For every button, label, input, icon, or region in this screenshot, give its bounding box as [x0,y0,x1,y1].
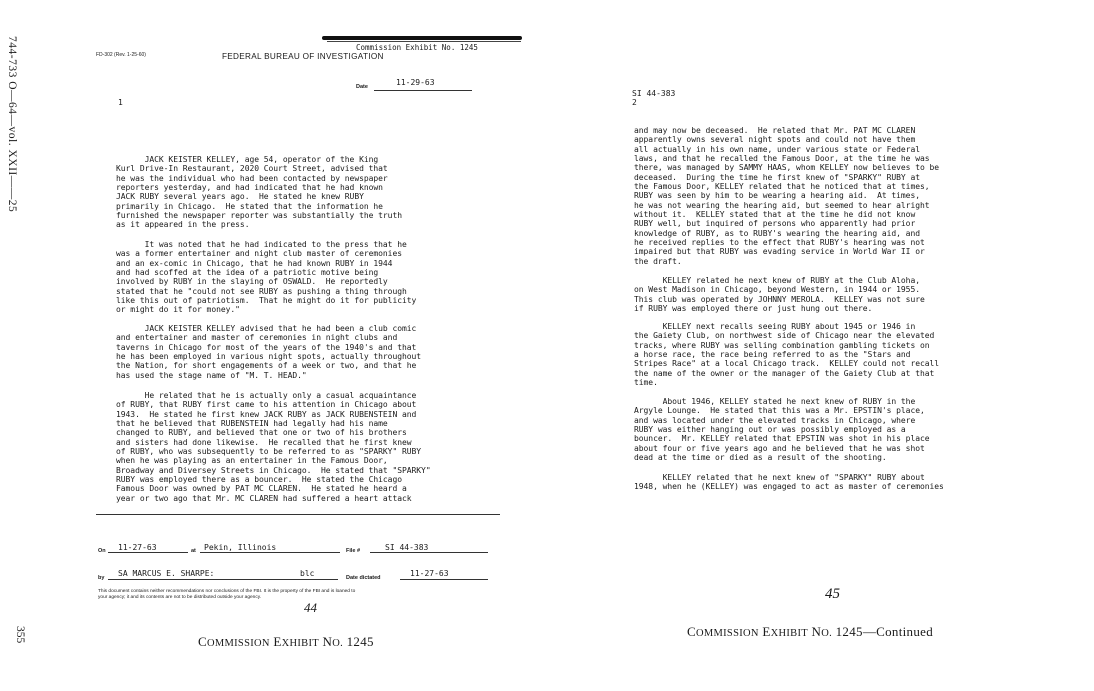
file-label: File # [346,548,361,554]
handwritten-page-number-left: 44 [304,600,317,615]
caption-right: COMMISSION EXHIBIT NO. 1245—Continued [687,624,933,639]
date-underline [374,90,472,91]
header-rule [327,41,521,42]
text-line: he was the individual who had been contacted by newspaper [116,173,388,183]
text-line: RUBY was employed there as a bouncer. He stated the Chicago [116,475,402,485]
fbi-disclaimer [98,589,355,600]
text-line: and was located under the elevated tracks in Chicago, where [634,415,916,425]
handwritten-page-number-right: 45 [825,586,840,602]
text-line: year or two ago that Mr. MC CLAREN had suffered a heart attack [116,493,412,503]
text-line: stated that he "could not see RUBY as pushing a thing through [116,286,407,296]
caption-left: COMMISSION EXHIBIT NO. 1245 [198,634,374,649]
dictated-label: Date dictated [346,575,381,581]
text-line: taverns in Chicago for most of the years of the 1940's and that [116,342,417,352]
text-line: there, was managed by SAMMY HAAS, whom KELLEY now believes to be [634,163,940,173]
date-value: 11-29-63 [396,78,435,87]
text-line: He related that he is actually only a casual acquaintance [116,391,417,400]
text-line: RUBY well, but inquired of persons who apparently had prior [634,219,916,229]
at-underline [200,552,340,553]
left-paragraph-1 [116,155,402,230]
text-line: he was not wearing the hearing aid, but seemed to hear alright [634,200,930,210]
page-number-text: 355 [14,626,26,644]
margin-page-number [14,626,43,644]
text-line: laws, and that he recalled the Famous Door, at the time he was [634,154,930,164]
text-line: without it. KELLEY stated that at the time he did not know [634,210,916,220]
text-line: Argyle Lounge. He stated that this was a Mr. EPSTIN's place, [634,406,925,416]
text-line: the draft. [634,256,682,266]
text-line: JACK RUBY several years ago. He stated he knew RUBY [116,192,364,202]
right-file-ref: SI 44-383 [632,89,676,98]
text-line: KELLEY next recalls seeing RUBY about 1945 or 1946 in [634,322,916,331]
text-line: Stripes Race" at a local Chicago track. KELLEY could not recall [634,359,940,369]
text-line: and sisters had done likewise. He recalled that he first knew [116,437,412,447]
text-line: About 1946, KELLEY stated he next knew of RUBY in the [634,397,916,406]
text-line: the Gaiety Club, on northwest side of Chicago near the elevated [634,331,935,341]
on-underline [108,552,188,553]
text-line: of RUBY, that RUBY first came to his attention in Chicago about [116,400,417,410]
text-line: Kurl Drive-In Restaurant, 2020 Court Street, advised that [116,164,388,174]
text-line: Famous Door was owned by PAT MC CLAREN. He stated he heard a [116,484,407,494]
text-line: apparently owns several night spots and could not have them [634,135,916,145]
text-line: as it appeared in the press. [116,220,250,230]
text-line: he has been employed in various night spots, actually throughout [116,352,422,362]
text-line: KELLEY related he next knew of RUBY at the Club Aloha, [634,276,920,285]
right-paragraph-5 [634,473,944,492]
text-line: about four or five years ago and he believed that he was shot [634,443,925,453]
text-line: primarily in Chicago. He stated that the information he [116,201,383,211]
text-line: time. [634,378,658,388]
right-paragraph-3 [634,322,939,387]
date-label: Date [356,84,368,90]
text-line: knowledge of RUBY, as to RUBY's wearing the hearing aid, and [634,228,920,238]
exhibit-header: Commission Exhibit No. 1245 [356,43,478,52]
left-paragraph-4 [116,391,431,503]
text-line: the Nation, for short engagements of a week or two, and that he [116,361,417,371]
text-line: dead at the time or died as a result of the shooting. [634,453,887,463]
text-line: Broadway and Diversey Streets in Chicago. He stated that "SPARKY" [116,465,431,475]
volume-line-text: 744-733 O—64—vol. XXII——25 [6,36,18,213]
text-line: when he was playing as an entertainer in the Famous Door, [116,456,388,466]
right-paragraph-1 [634,126,939,266]
text-line: a horse race, the race being referred to as the "Stars and [634,350,911,360]
by-underline [108,579,338,580]
at-value: Pekin, Illinois [204,543,277,552]
text-line: he received replies to the effect that RUBY's hearing was not [634,238,925,248]
text-line: like this out of patriotism. That he might do it for publicity [116,296,417,306]
text-line: This club was operated by JOHNNY MEROLA. KELLEY was not sure [634,294,925,304]
text-line: and an ex-comic in Chicago, that he had known RUBY in 1944 [116,258,393,268]
dictated-underline [400,579,488,580]
text-line: changed to RUBY, and believed that one or two of his brothers [116,428,407,438]
right-paragraph-4 [634,397,930,462]
text-line: tracks, where RUBY was selling combination gambling tickets on [634,340,930,350]
text-line: that he believed that RUBENSTEIN had legally had his name [116,419,388,429]
on-value: 11-27-63 [118,543,157,552]
form-number: FD-302 (Rev. 1-25-60) [96,52,146,58]
footer-separator [96,514,500,515]
text-line: the name of the owner or the manager of the Gaiety Club at that [634,368,935,378]
text-line: if RUBY was employed there or just hung out there. [634,304,873,314]
disclaimer-line-2: your agency; it and its contents are not to be distributed outside your agency. [98,594,262,600]
text-line: the Famous Door, KELLEY related that he noticed that at times, [634,182,930,192]
margin-volume-line [4,36,24,236]
text-line: of RUBY, who was subsequently to be referred to as "SPARKY" RUBY [116,447,422,457]
text-line: furnished the newspaper reporter was substantially the truth [116,211,402,221]
file-value: SI 44-383 [385,543,429,552]
header-redaction-bar [322,36,522,40]
right-page-number: 2 [632,98,637,107]
text-line: impaired but that RUBY was evading service in World War II or [634,247,925,257]
by-value: SA MARCUS E. SHARPE: [118,569,215,578]
by-label: by [98,575,105,581]
text-line: bouncer. Mr. KELLEY related that EPSTIN was shot in his place [634,434,930,444]
left-page-number: 1 [118,98,123,107]
text-line: has used the stage name of "M. T. HEAD." [116,370,307,380]
text-line: deceased. During the time he first knew of "SPARKY" RUBY at [634,172,920,182]
on-label: On [98,548,106,554]
text-line: on West Madison in Chicago, beyond Western, in 1944 or 1955. [634,285,920,295]
text-line: RUBY was either hanging out or was possibly employed as a [634,425,906,435]
text-line: involved by RUBY in the slaying of OSWALD. He reportedly [116,277,388,287]
text-line: or might do it for money." [116,305,240,315]
dictated-value: 11-27-63 [410,569,449,578]
text-line: and entertainer and master of ceremonies in night clubs and [116,333,398,343]
text-line: JACK KEISTER KELLEY, age 54, operator of the King [116,155,379,164]
disclaimer-line-1: This document contains neither recommendations nor conclusions of the FBI. It is the property of the FBI and is loaned to [98,589,356,594]
file-underline [370,552,488,553]
at-label: at [191,548,196,554]
text-line: and may now be deceased. He related that Mr. PAT MC CLAREN [634,126,916,135]
left-paragraph-3 [116,324,421,380]
left-paragraph-2 [116,240,416,315]
typist-initials: blc [300,569,315,578]
text-line: was a former entertainer and night club master of ceremonies [116,249,402,259]
text-line: JACK KEISTER KELLEY advised that he had been a club comic [116,324,417,333]
text-line: RUBY was seen by him to be wearing a hearing aid. At times, [634,191,920,201]
text-line: 1943. He stated he first knew JACK RUBY as JACK RUBENSTEIN and [116,409,417,419]
agency-header: FEDERAL BUREAU OF INVESTIGATION [222,52,384,61]
text-line: It was noted that he had indicated to the press that he [116,240,407,249]
text-line: reporters yesterday, and had indicated that he had known [116,183,383,193]
text-line: 1948, when he (KELLEY) was engaged to act as master of ceremonies [634,482,944,492]
right-paragraph-2 [634,276,925,313]
text-line: KELLEY related that he next knew of "SPARKY" RUBY about [634,473,925,482]
text-line: and had scoffed at the idea of a patriotic motive being [116,268,379,278]
text-line: all actually in his own name, under various state or Federal [634,144,920,154]
